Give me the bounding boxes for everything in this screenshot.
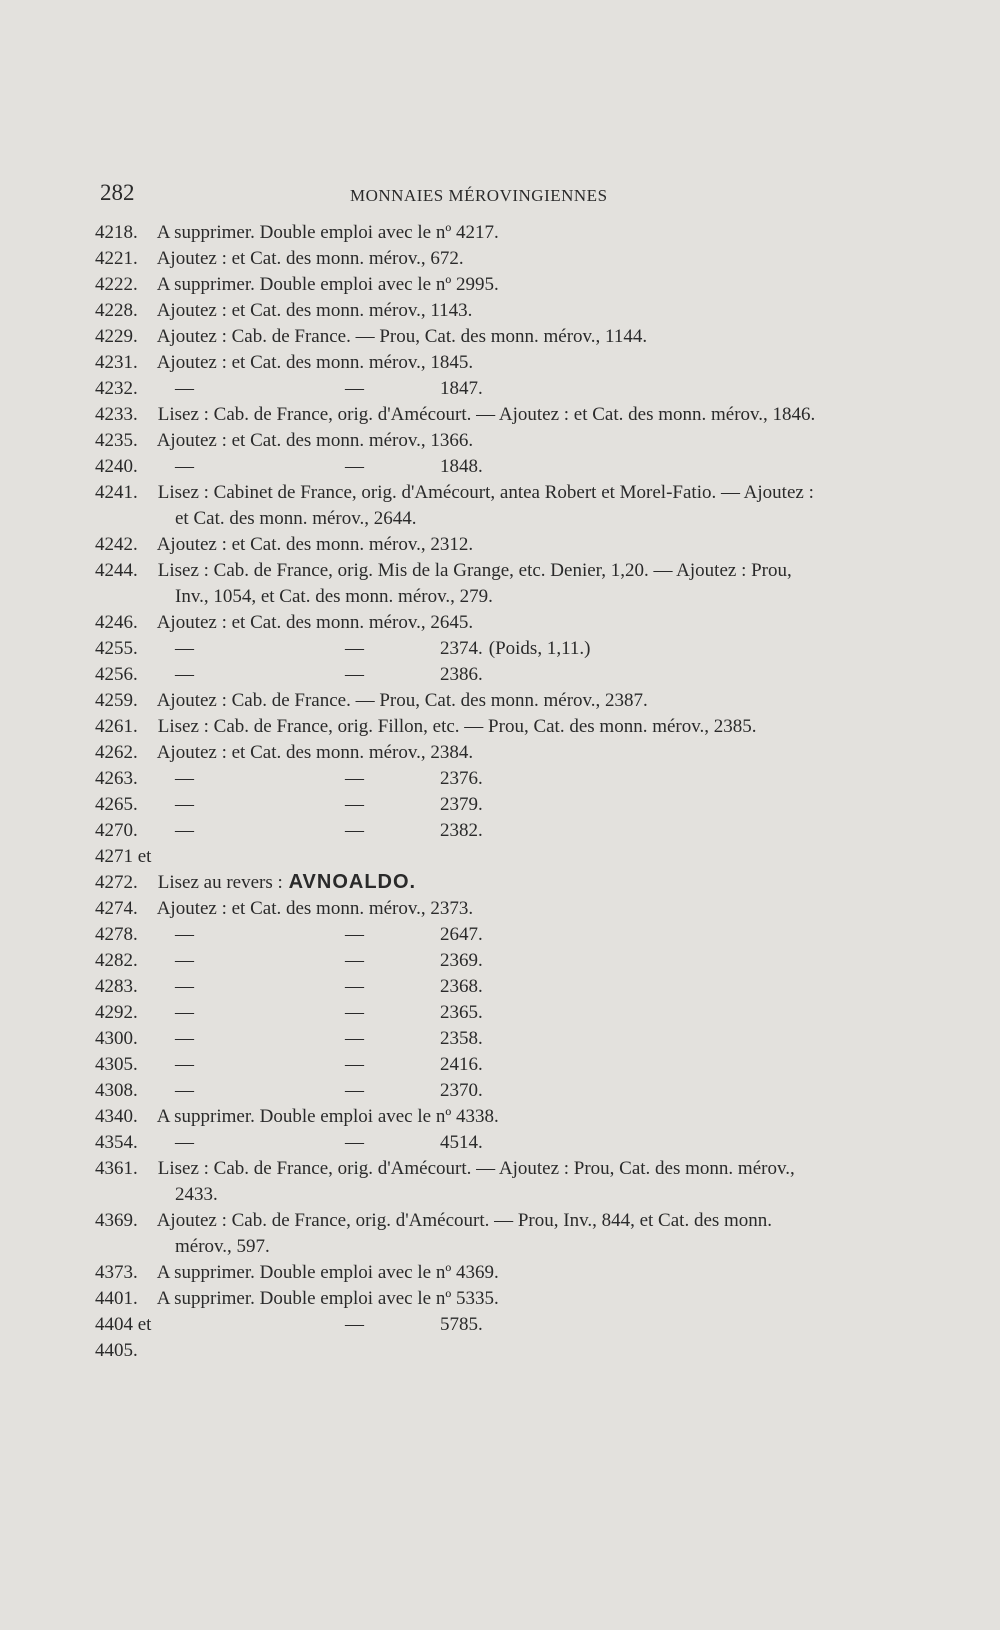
entry-row (95, 948, 885, 974)
ditto-mark: — (175, 976, 194, 997)
entry-number: 4228. (95, 300, 138, 321)
ditto-mark: — (345, 378, 364, 399)
entry-number: 4246. (95, 612, 138, 633)
entry-text: Lisez : Cab. de France, orig. Fillon, etc. — Prou, Cat. des monn. mérov., 2385. (153, 716, 757, 737)
ditto-mark: — (345, 1080, 364, 1101)
entry-value (440, 1312, 483, 1338)
ditto-mark: — (175, 664, 194, 685)
ditto-mark: — (175, 820, 194, 841)
entry-value-number: 2647. (440, 924, 483, 945)
ditto-mark: — (345, 664, 364, 685)
entry-number: 4231. (95, 352, 138, 373)
page-header (100, 180, 920, 210)
entry-row (95, 1000, 885, 1026)
entry-value-number: 2368. (440, 976, 483, 997)
entry-row (95, 402, 885, 428)
entry-value (440, 948, 483, 974)
entry-number: 4244. (95, 560, 138, 581)
entry-row (95, 246, 885, 272)
ditto-mark: — (345, 1132, 364, 1153)
ditto-mark: — (175, 1132, 194, 1153)
ditto-mark: — (345, 950, 364, 971)
ditto-mark: — (175, 924, 194, 945)
entry-row (95, 532, 885, 558)
entry-value-number: 2370. (440, 1080, 483, 1101)
entry-row (95, 272, 885, 298)
entry-number: 4274. (95, 898, 138, 919)
entry-row (95, 428, 885, 454)
entry-row (95, 662, 885, 688)
entry-text: Lisez : Cab. de France, orig. Mis de la Grange, etc. Denier, 1,20. — Ajoutez : Prou, (153, 560, 792, 581)
entry-number: 4305. (95, 1054, 138, 1075)
entry-row (95, 220, 885, 246)
entry-value-number: 2386. (440, 664, 483, 685)
entry-value-number: 2358. (440, 1028, 483, 1049)
entry-text: Ajoutez : Cab. de France, orig. d'Amécourt. — Prou, Inv., 844, et Cat. des monn. (153, 1210, 773, 1231)
ditto-mark: — (345, 794, 364, 815)
entry-continuation: 2433. (175, 1184, 218, 1205)
entry-value-number: 2365. (440, 1002, 483, 1023)
entry-number: 4233. (95, 404, 138, 425)
entry-row (95, 454, 885, 480)
entry-number: 4340. (95, 1106, 138, 1127)
entry-value (440, 766, 483, 792)
ditto-mark: — (345, 924, 364, 945)
entry-value-number: 2376. (440, 768, 483, 789)
entry-text: A supprimer. Double emploi avec le nº 4217. (153, 222, 499, 243)
entry-row (95, 350, 885, 376)
entry-row (95, 1260, 885, 1286)
entry-row (95, 376, 885, 402)
entry-row (95, 610, 885, 636)
entry-number: 4232. (95, 378, 138, 399)
ditto-mark: — (175, 378, 194, 399)
ditto-mark: — (345, 1002, 364, 1023)
entry-row (95, 792, 885, 818)
ditto-mark: — (345, 1314, 364, 1335)
entry-text: A supprimer. Double emploi avec le nº 2995. (153, 274, 499, 295)
entry-row (95, 1130, 885, 1156)
legend-inscription: AVNOALDO. (282, 871, 417, 893)
entry-row (95, 1156, 885, 1182)
entry-text: Ajoutez : et Cat. des monn. mérov., 2645. (153, 612, 474, 633)
entry-row (95, 818, 885, 844)
ditto-mark: — (175, 1002, 194, 1023)
entry-value (440, 974, 483, 1000)
corrections-list (95, 220, 885, 1364)
entry-row (95, 974, 885, 1000)
entry-number: 4265. (95, 794, 138, 815)
ditto-mark: — (175, 456, 194, 477)
entry-row (95, 922, 885, 948)
ditto-mark: — (175, 1054, 194, 1075)
entry-value-number: 5785. (440, 1314, 483, 1335)
entry-row (95, 324, 885, 350)
entry-row (95, 714, 885, 740)
entry-row (95, 480, 885, 506)
entry-number: 4218. (95, 222, 138, 243)
entry-number: 4282. (95, 950, 138, 971)
entry-value (440, 376, 483, 402)
entry-text: A supprimer. Double emploi avec le nº 4369. (153, 1262, 499, 1283)
entry-text: Ajoutez : Cab. de France. — Prou, Cat. des monn. mérov., 1144. (153, 326, 648, 347)
entry-number: 4229. (95, 326, 138, 347)
entry-value (440, 1078, 483, 1104)
entry-value (440, 922, 483, 948)
running-title: MONNAIES MÉROVINGIENNES (350, 186, 608, 205)
entry-value (440, 662, 483, 688)
entry-value (440, 1026, 483, 1052)
entry-value-number: 2379. (440, 794, 483, 815)
ditto-mark: — (345, 820, 364, 841)
entry-text: Lisez au revers : (153, 872, 283, 893)
entry-text: Ajoutez : et Cat. des monn. mérov., 2373. (153, 898, 474, 919)
entry-text: Ajoutez : et Cat. des monn. mérov., 672. (153, 248, 464, 269)
entry-text: A supprimer. Double emploi avec le nº 5335. (153, 1288, 499, 1309)
entry-row (95, 298, 885, 324)
entry-number: 4354. (95, 1132, 138, 1153)
entry-text: Ajoutez : Cab. de France. — Prou, Cat. des monn. mérov., 2387. (153, 690, 648, 711)
ditto-mark: — (175, 794, 194, 815)
entry-value (440, 818, 483, 844)
entry-number: 4259. (95, 690, 138, 711)
entry-row (95, 1208, 885, 1234)
entry-continuation: Inv., 1054, et Cat. des monn. mérov., 279. (175, 586, 493, 607)
entry-continuation: mérov., 597. (175, 1236, 270, 1257)
entry-number: 4300. (95, 1028, 138, 1049)
entry-value (440, 1000, 483, 1026)
entry-number: 4242. (95, 534, 138, 555)
page-number: 282 (100, 180, 135, 205)
entry-row (95, 1052, 885, 1078)
entry-row (95, 1026, 885, 1052)
entry-row (95, 1104, 885, 1130)
entry-number: 4222. (95, 274, 138, 295)
ditto-mark: — (345, 1028, 364, 1049)
ditto-mark: — (175, 1028, 194, 1049)
entry-number: 4308. (95, 1080, 138, 1101)
entry-number: 4255. (95, 638, 138, 659)
entry-value-number: 2369. (440, 950, 483, 971)
entry-number: 4235. (95, 430, 138, 451)
ditto-mark: — (345, 768, 364, 789)
ditto-mark: — (345, 1054, 364, 1075)
entry-number: 4262. (95, 742, 138, 763)
entry-value-number: 1848. (440, 456, 483, 477)
entry-text: Ajoutez : et Cat. des monn. mérov., 1845. (153, 352, 474, 373)
entry-text: Lisez : Cabinet de France, orig. d'Amécourt, antea Robert et Morel-Fatio. — Ajoutez : (153, 482, 814, 503)
entry-number: 4256. (95, 664, 138, 685)
entry-value (440, 1052, 483, 1078)
entry-number: 4278. (95, 924, 138, 945)
entry-value-number: 1847. (440, 378, 483, 399)
entry-number: 4373. (95, 1262, 138, 1283)
entry-note: (Poids, 1,11.) (488, 638, 591, 659)
entry-value-number: 2416. (440, 1054, 483, 1075)
entry-number: 4263. (95, 768, 138, 789)
entry-value (440, 454, 483, 480)
entry-continuation: et Cat. des monn. mérov., 2644. (175, 508, 417, 529)
entry-value (440, 1130, 483, 1156)
entry-row (95, 1078, 885, 1104)
entry-number: 4271 et 4272. (95, 846, 152, 893)
ditto-mark: — (175, 638, 194, 659)
entry-number: 4401. (95, 1288, 138, 1309)
ditto-mark: — (175, 1080, 194, 1101)
entry-value-number: 2374. (440, 638, 483, 659)
entry-number: 4369. (95, 1210, 138, 1231)
entry-row (95, 844, 885, 896)
entry-row (95, 688, 885, 714)
entry-value (440, 636, 590, 662)
entry-text: Ajoutez : et Cat. des monn. mérov., 2384. (153, 742, 474, 763)
entry-text: Ajoutez : et Cat. des monn. mérov., 2312. (153, 534, 474, 555)
entry-row (95, 766, 885, 792)
entry-number: 4292. (95, 1002, 138, 1023)
entry-row (95, 896, 885, 922)
ditto-mark: — (345, 976, 364, 997)
entry-number: 4240. (95, 456, 138, 477)
entry-row (95, 1286, 885, 1312)
entry-number: 4361. (95, 1158, 138, 1179)
entry-value-number: 4514. (440, 1132, 483, 1153)
entry-value-number: 2382. (440, 820, 483, 841)
ditto-mark: — (345, 456, 364, 477)
ditto-mark: — (345, 638, 364, 659)
entry-text: A supprimer. Double emploi avec le nº 4338. (153, 1106, 499, 1127)
entry-text: Lisez : Cab. de France, orig. d'Amécourt. — Ajoutez : et Cat. des monn. mérov., 1846. (153, 404, 816, 425)
entry-row (95, 636, 885, 662)
entry-row (95, 740, 885, 766)
entry-row (95, 1312, 885, 1364)
entry-number: 4270. (95, 820, 138, 841)
entry-value (440, 792, 483, 818)
entry-number: 4404 et 4405. (95, 1314, 152, 1361)
entry-text: Ajoutez : et Cat. des monn. mérov., 1366. (153, 430, 474, 451)
entry-text: Ajoutez : et Cat. des monn. mérov., 1143. (153, 300, 473, 321)
entry-number: 4241. (95, 482, 138, 503)
entry-number: 4261. (95, 716, 138, 737)
entry-text: Lisez : Cab. de France, orig. d'Amécourt. — Ajoutez : Prou, Cat. des monn. mérov., (153, 1158, 795, 1179)
entry-number: 4221. (95, 248, 138, 269)
ditto-mark: — (175, 950, 194, 971)
ditto-mark: — (175, 768, 194, 789)
entry-row (95, 558, 885, 584)
entry-number: 4283. (95, 976, 138, 997)
